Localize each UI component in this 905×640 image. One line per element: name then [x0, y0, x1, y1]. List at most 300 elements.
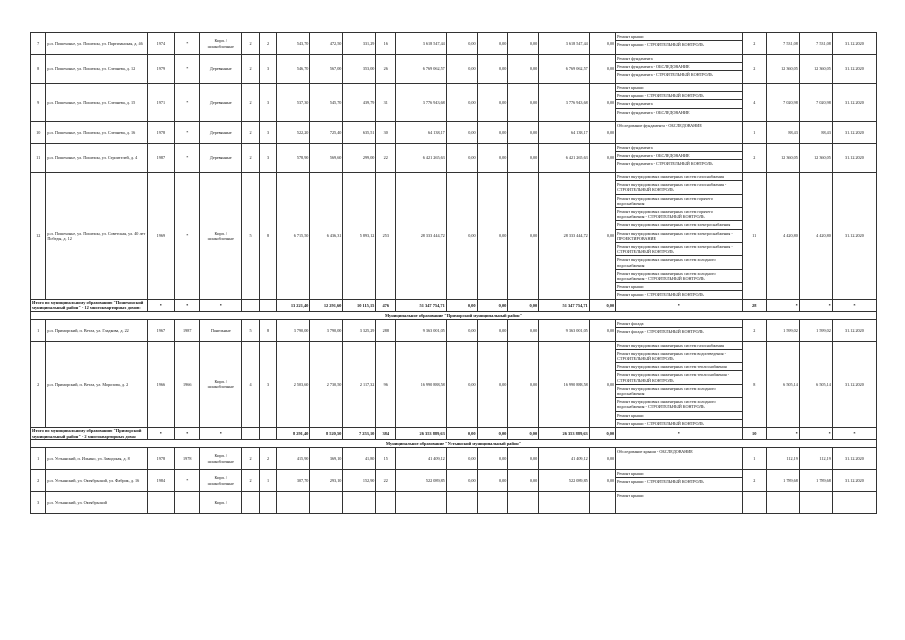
cell-ent: 3 — [259, 122, 277, 144]
total-oth: 0,00 — [589, 428, 615, 440]
cell-f1: 0,00 — [446, 341, 477, 427]
work-item: Ремонт крыши — [616, 470, 742, 478]
cell-ycom: * — [175, 55, 200, 84]
total-own: 26 353 889,63 — [539, 428, 590, 440]
work-item: Ремонт внутридомовых инженерных систем холодного водоснабжения — [616, 385, 742, 398]
cell-uc: 12 360,05 — [766, 55, 799, 84]
cell-s2: 545,70 — [310, 84, 343, 122]
work-item: Ремонт фундамента - ОБСЛЕДОВАНИЕ — [616, 63, 742, 71]
cell-cost: 16 990 888,58 — [396, 341, 447, 427]
cell-fl: 2 — [242, 144, 260, 173]
total-ycom: * — [175, 299, 200, 311]
cell-s1: 578,90 — [277, 144, 310, 173]
work-item: Ремонт внутридомовых инженерных систем газоснабжения - СТРОИТЕЛЬНЫЙ КОНТРОЛЬ — [616, 181, 742, 194]
cell-cost — [396, 492, 447, 514]
cell-mx — [799, 492, 832, 514]
total-empty — [259, 299, 277, 311]
cell-f2: 0,00 — [477, 122, 508, 144]
total-res: 476 — [376, 299, 396, 311]
cell-works — [616, 173, 743, 300]
cell-cost: 522 089,85 — [396, 470, 447, 492]
work-item: Ремонт внутридомовых инженерных систем теплоснабжения - СТРОИТЕЛЬНЫЙ КОНТРОЛЬ — [616, 371, 742, 384]
work-item: Ремонт фасада — [616, 320, 742, 328]
table-row — [31, 173, 877, 300]
cell-year — [147, 492, 175, 514]
cell-q: 2 — [742, 55, 766, 84]
cell-ent: 3 — [259, 55, 277, 84]
cell-ycom: * — [175, 173, 200, 300]
cell-f2: 0,00 — [477, 470, 508, 492]
cell-fl: 2 — [242, 55, 260, 84]
work-item: Ремонт фундамента — [616, 55, 742, 63]
work-item: Ремонт внутридомовых инженерных систем газоснабжения — [616, 342, 742, 350]
cell-res: 96 — [376, 341, 396, 427]
total-f3: 0,00 — [508, 428, 539, 440]
work-item: Обследование фундамента - ОБСЛЕДОВАНИЕ — [617, 123, 702, 128]
cell-cost: 6 769 062,57 — [396, 55, 447, 84]
cell-f2: 0,00 — [477, 144, 508, 173]
cell-fl: 5 — [242, 319, 260, 341]
cell-s1 — [277, 492, 310, 514]
cell-f2: 0,00 — [477, 448, 508, 470]
cell-f3 — [508, 492, 539, 514]
work-item: Ремонт фундамента - ОБСЛЕДОВАНИЕ — [616, 152, 742, 160]
cell-mat: Деревянные — [200, 84, 242, 122]
cell-year: 1974 — [147, 33, 175, 55]
cell-ent: 1 — [259, 470, 277, 492]
cell-s3: 5 893,12 — [343, 173, 376, 300]
cell-fl: 2 — [242, 122, 260, 144]
cell-q: 1 — [742, 448, 766, 470]
cell-res: 31 — [376, 84, 396, 122]
table-row — [31, 144, 877, 173]
total-uc: * — [766, 428, 799, 440]
cell-ycom: 1978 — [175, 448, 200, 470]
cell-n: 1 — [31, 319, 46, 341]
cell-s2: 472,50 — [310, 33, 343, 55]
cell-ent — [259, 492, 277, 514]
cell-res: 22 — [376, 470, 396, 492]
cell-s1: 543,70 — [277, 33, 310, 55]
cell-works — [616, 122, 743, 144]
cell-own — [539, 492, 590, 514]
cell-ent: 2 — [259, 33, 277, 55]
work-item: Ремонт внутридомовых инженерных систем электроснабжения - СТРОИТЕЛЬНЫЙ КОНТРОЛЬ — [616, 243, 742, 256]
work-item: Ремонт фундамента - ОБСЛЕДОВАНИЕ — [617, 109, 690, 115]
cell-s2: 569,60 — [310, 144, 343, 173]
cell-uc: 1 599,02 — [766, 319, 799, 341]
work-item: Ремонт фасада - СТРОИТЕЛЬНЫЙ КОНТРОЛЬ — [617, 328, 704, 334]
cell-dt: 31.12.2020 — [832, 55, 876, 84]
cell-ent: 8 — [259, 173, 277, 300]
cell-s1: 537,30 — [277, 84, 310, 122]
cell-year: 1978 — [147, 122, 175, 144]
table-row — [31, 33, 877, 55]
repair-program-table — [30, 32, 877, 514]
table-row — [31, 84, 877, 122]
cell-f1: 0,00 — [446, 319, 477, 341]
cell-res: 16 — [376, 33, 396, 55]
cell-f3: 0,00 — [508, 470, 539, 492]
total-s3: 7 253,10 — [343, 428, 376, 440]
total-dt: * — [832, 299, 876, 311]
cell-f1: 0,00 — [446, 122, 477, 144]
cell-n: 2 — [31, 470, 46, 492]
cell-own: 522 089,85 — [539, 470, 590, 492]
cell-year: 1979 — [147, 55, 175, 84]
cell-s1: 2 503,60 — [277, 341, 310, 427]
cell-n: 8 — [31, 55, 46, 84]
cell-ycom: * — [175, 33, 200, 55]
work-item: Ремонт крыши — [616, 33, 742, 41]
cell-uc: 7 531,08 — [766, 33, 799, 55]
cell-addr: р.п. Пошехонье, ул. Пошехон, ул. Слепнева, д. 16 — [46, 122, 147, 144]
cell-fl: 2 — [242, 33, 260, 55]
cell-mx: 7 531,08 — [799, 33, 832, 55]
cell-oth: 0,00 — [589, 55, 615, 84]
total-s3: 10 115,15 — [343, 299, 376, 311]
cell-uc: 88,43 — [766, 122, 799, 144]
cell-f3: 0,00 — [508, 84, 539, 122]
cell-s1: 415,90 — [277, 448, 310, 470]
cell-fl: 2 — [242, 448, 260, 470]
total-own: 51 347 754,71 — [539, 299, 590, 311]
cell-mat: Кирп. / шлакоблочные — [200, 448, 242, 470]
total-cost: 51 347 754,71 — [396, 299, 447, 311]
work-item: Ремонт внутридомовых инженерных систем холодного водоснабжения — [616, 256, 742, 269]
cell-s1: 6 715,50 — [277, 173, 310, 300]
total-label: Итого по муниципальному образованию "Приморский муниципальный район" - 2 многоквартирных дома: — [31, 428, 148, 440]
table-row — [31, 470, 877, 492]
total-s2: 12 291,60 — [310, 299, 343, 311]
cell-f3: 0,00 — [508, 122, 539, 144]
cell-own: 41 409,12 — [539, 448, 590, 470]
cell-works — [616, 84, 743, 122]
cell-f1: 0,00 — [446, 55, 477, 84]
cell-s1: 522,20 — [277, 122, 310, 144]
cell-cost: 41 409,12 — [396, 448, 447, 470]
cell-n: 12 — [31, 173, 46, 300]
cell-own: 3 776 943,68 — [539, 84, 590, 122]
cell-q: 2 — [742, 33, 766, 55]
cell-addr: р.п. Устьянский, ул. Октябрьский — [46, 492, 147, 514]
section-title: Муниципальное образование "Приморский муниципальный район" — [31, 311, 877, 319]
cell-dt: 31.12.2020 — [832, 470, 876, 492]
cell-s2 — [310, 492, 343, 514]
cell-works — [616, 33, 743, 55]
cell-year: 1987 — [147, 144, 175, 173]
cell-f1 — [446, 492, 477, 514]
cell-cost: 6 421 265,63 — [396, 144, 447, 173]
cell-ent: 3 — [259, 144, 277, 173]
cell-own: 16 990 888,58 — [539, 341, 590, 427]
cell-addr: р.п. Пошехонье, ул. Пошехон, ул. Строителей, д. 4 — [46, 144, 147, 173]
cell-fl: 2 — [242, 84, 260, 122]
cell-s3: 3 325,29 — [343, 319, 376, 341]
cell-cost: 28 333 444,72 — [396, 173, 447, 300]
cell-dt: 31.12.2020 — [832, 144, 876, 173]
cell-s3: 439,79 — [343, 84, 376, 122]
cell-own: 64 138,17 — [539, 122, 590, 144]
total-empty — [242, 299, 260, 311]
total-ycom: * — [175, 428, 200, 440]
work-item: Ремонт внутридомовых инженерных систем электроснабжения — [616, 221, 742, 229]
work-item: Ремонт внутридомовых инженерных систем электроснабжения - ПРОЕКТИРОВАНИЕ — [616, 230, 742, 243]
cell-s2: 369,10 — [310, 448, 343, 470]
cell-oth: 0,00 — [589, 144, 615, 173]
cell-f2: 0,00 — [477, 55, 508, 84]
cell-q: 8 — [742, 341, 766, 427]
total-f1: 0,00 — [446, 299, 477, 311]
cell-oth: 0,00 — [589, 33, 615, 55]
total-label: Итого по муниципальному образованию "Пошехонский муниципальный район" - 12 многоквартирных домов: — [31, 299, 148, 311]
cell-addr: р.п. Пошехонье, ул. Пошехон, ул. Слепнева, д. 15 — [46, 84, 147, 122]
cell-fl: 5 — [242, 173, 260, 300]
cell-mx: 7 020,98 — [799, 84, 832, 122]
cell-ycom: * — [175, 144, 200, 173]
cell-s2: 3 790,00 — [310, 319, 343, 341]
cell-cost: 3 776 943,68 — [396, 84, 447, 122]
cell-oth: 0,00 — [589, 448, 615, 470]
work-item: Ремонт фундамента — [616, 144, 742, 152]
cell-works — [616, 144, 743, 173]
cell-dt: 31.12.2020 — [832, 319, 876, 341]
cell-ent: 3 — [259, 341, 277, 427]
cell-addr: р.п. Пошехонье, ул. Пошехон, ул. Слепнева, д. 12 — [46, 55, 147, 84]
work-item: Ремонт внутридомовых инженерных систем горячего водоснабжения - СТРОИТЕЛЬНЫЙ КОНТРОЛЬ — [616, 208, 742, 221]
table-row — [31, 448, 877, 470]
work-item: Ремонт фундамента — [616, 100, 742, 108]
total-row — [31, 428, 877, 440]
cell-mat: Деревянные — [200, 55, 242, 84]
cell-res: 30 — [376, 122, 396, 144]
cell-s2: 293,10 — [310, 470, 343, 492]
cell-s2: 2 730,50 — [310, 341, 343, 427]
cell-own: 6 769 062,57 — [539, 55, 590, 84]
cell-f3: 0,00 — [508, 144, 539, 173]
cell-f2: 0,00 — [477, 341, 508, 427]
work-item: Ремонт крыши - СТРОИТЕЛЬНЫЙ КОНТРОЛЬ — [617, 420, 704, 426]
cell-oth: 0,00 — [589, 341, 615, 427]
cell-ycom: 1987 — [175, 319, 200, 341]
cell-dt: 31.12.2020 — [832, 33, 876, 55]
cell-own: 28 333 444,72 — [539, 173, 590, 300]
cell-works — [616, 319, 743, 341]
work-item: Ремонт внутридомовых инженерных систем газоснабжения — [616, 173, 742, 181]
section-row — [31, 311, 877, 319]
cell-f2: 0,00 — [477, 33, 508, 55]
cell-s3: 331,29 — [343, 33, 376, 55]
work-item: Обследование крыши - ОБСЛЕДОВАНИЕ — [617, 449, 693, 455]
table-row — [31, 122, 877, 144]
cell-own: 3 618 547,44 — [539, 33, 590, 55]
cell-addr: р.п. Пошехонье, ул. Пошехон, ул. Партизанская, д. 46 — [46, 33, 147, 55]
total-q: 10 — [742, 428, 766, 440]
cell-f3: 0,00 — [508, 33, 539, 55]
cell-works — [616, 341, 743, 427]
cell-mx: 4 420,80 — [799, 173, 832, 300]
cell-res: 288 — [376, 319, 396, 341]
cell-mat: Кирп. / шлакоблочные — [200, 173, 242, 300]
total-dt: * — [832, 428, 876, 440]
cell-addr: р.п. Устьянский, п. Ильино, ул. Заводская, д. 8 — [46, 448, 147, 470]
cell-own: 6 421 265,63 — [539, 144, 590, 173]
cell-n: 9 — [31, 84, 46, 122]
cell-uc: 7 020,98 — [766, 84, 799, 122]
cell-addr: р.п. Приморский, п. Ветла, ул. Морозова, д. 2 — [46, 341, 147, 427]
cell-q: 1 — [742, 122, 766, 144]
work-item: Ремонт крыши - СТРОИТЕЛЬНЫЙ КОНТРОЛЬ — [617, 42, 704, 48]
cell-ycom: * — [175, 122, 200, 144]
cell-mx: 112,19 — [799, 448, 832, 470]
cell-dt — [832, 492, 876, 514]
work-item: Ремонт фундамента - СТРОИТЕЛЬНЫЙ КОНТРОЛЬ — [617, 72, 713, 78]
total-f3: 0,00 — [508, 299, 539, 311]
cell-addr: р.п. Приморский, п. Ветла, ул. Гладкова, д. 22 — [46, 319, 147, 341]
cell-mx: 6 505,14 — [799, 341, 832, 427]
table-row — [31, 319, 877, 341]
cell-res: 26 — [376, 55, 396, 84]
work-item: Ремонт внутридомовых инженерных систем холодного водоснабжения - СТРОИТЕЛЬНЫЙ КОНТРОЛЬ — [616, 398, 742, 411]
cell-n: 11 — [31, 144, 46, 173]
cell-fl: 2 — [242, 470, 260, 492]
cell-f3: 0,00 — [508, 448, 539, 470]
cell-n: 1 — [31, 448, 46, 470]
total-uc: * — [766, 299, 799, 311]
cell-res: 253 — [376, 173, 396, 300]
cell-q: 2 — [742, 319, 766, 341]
cell-mat: Деревянные — [200, 122, 242, 144]
cell-s3: 2 117,32 — [343, 341, 376, 427]
cell-f2 — [477, 492, 508, 514]
total-works: * — [616, 428, 743, 440]
cell-ent: 8 — [259, 319, 277, 341]
cell-year: 1978 — [147, 448, 175, 470]
cell-f3: 0,00 — [508, 173, 539, 300]
cell-dt: 31.12.2020 — [832, 341, 876, 427]
total-f2: 0,00 — [477, 428, 508, 440]
total-empty — [259, 428, 277, 440]
cell-f1: 0,00 — [446, 173, 477, 300]
cell-f2: 0,00 — [477, 319, 508, 341]
cell-mx: 88,43 — [799, 122, 832, 144]
cell-s3: 299,00 — [343, 144, 376, 173]
cell-mx: 12 360,05 — [799, 55, 832, 84]
cell-f1: 0,00 — [446, 448, 477, 470]
cell-ycom: * — [175, 470, 200, 492]
cell-dt: 31.12.2020 — [832, 448, 876, 470]
cell-f1: 0,00 — [446, 144, 477, 173]
cell-f3: 0,00 — [508, 319, 539, 341]
cell-uc: 112,19 — [766, 448, 799, 470]
cell-year: 1966 — [147, 341, 175, 427]
cell-dt: 31.12.2020 — [832, 84, 876, 122]
cell-mat: Панельные — [200, 319, 242, 341]
section-title: Муниципальное образование "Устьянский муниципальный район" — [31, 440, 877, 448]
total-mx: * — [799, 299, 832, 311]
cell-f2: 0,00 — [477, 173, 508, 300]
cell-s2: 725,40 — [310, 122, 343, 144]
cell-s1: 546,70 — [277, 55, 310, 84]
total-s1: 8 291,40 — [277, 428, 310, 440]
cell-mx: 12 360,05 — [799, 144, 832, 173]
cell-f3: 0,00 — [508, 55, 539, 84]
cell-ycom: 1966 — [175, 341, 200, 427]
cell-mat: Кирп. / шлакоблочные — [200, 33, 242, 55]
document-page — [30, 32, 877, 608]
cell-f1: 0,00 — [446, 33, 477, 55]
cell-q: 11 — [742, 173, 766, 300]
cell-dt: 31.12.2020 — [832, 122, 876, 144]
total-year: * — [147, 428, 175, 440]
cell-s3: 41,80 — [343, 448, 376, 470]
cell-q — [742, 492, 766, 514]
total-mat: * — [200, 428, 242, 440]
total-f1: 0,00 — [446, 428, 477, 440]
cell-works — [616, 470, 743, 492]
cell-fl — [242, 492, 260, 514]
total-s1: 13 221,40 — [277, 299, 310, 311]
total-f2: 0,00 — [477, 299, 508, 311]
cell-oth: 0,00 — [589, 319, 615, 341]
cell-s1: 307,70 — [277, 470, 310, 492]
cell-ycom — [175, 492, 200, 514]
cell-oth: 0,00 — [589, 470, 615, 492]
cell-cost: 9 363 001,05 — [396, 319, 447, 341]
cell-works — [616, 55, 743, 84]
cell-ycom: * — [175, 84, 200, 122]
work-item: Ремонт внутридомовых инженерных систем водоотведения - СТРОИТЕЛЬНЫЙ КОНТРОЛЬ — [616, 350, 742, 363]
work-item: Ремонт крыши — [616, 283, 742, 291]
cell-ent: 3 — [259, 84, 277, 122]
work-item: Ремонт внутридомовых инженерных систем теплоснабжения — [616, 363, 742, 371]
cell-oth: 0,00 — [589, 173, 615, 300]
cell-s1: 3 790,00 — [277, 319, 310, 341]
cell-q: 4 — [742, 84, 766, 122]
cell-f1: 0,00 — [446, 84, 477, 122]
cell-s2: 6 436,31 — [310, 173, 343, 300]
total-empty — [242, 428, 260, 440]
cell-works — [616, 492, 743, 514]
cell-f1: 0,00 — [446, 470, 477, 492]
cell-uc: 12 360,05 — [766, 144, 799, 173]
cell-s3: 152,90 — [343, 470, 376, 492]
total-mx: * — [799, 428, 832, 440]
cell-mat: Кирп. / шлакоблочные — [200, 470, 242, 492]
cell-mx: 1 599,02 — [799, 319, 832, 341]
cell-res: 15 — [376, 448, 396, 470]
work-item: Ремонт внутридомовых инженерных систем холодного водоснабжения - СТРОИТЕЛЬНЫЙ КОНТРОЛЬ — [616, 270, 742, 283]
cell-uc: 4 420,80 — [766, 173, 799, 300]
total-works: * — [616, 299, 743, 311]
cell-uc — [766, 492, 799, 514]
cell-f2: 0,00 — [477, 84, 508, 122]
work-item: Ремонт внутридомовых инженерных систем горячего водоснабжения — [616, 195, 742, 208]
cell-mat: Кирп. / шлакоблочные — [200, 341, 242, 427]
cell-cost: 64 138,17 — [396, 122, 447, 144]
cell-s3: 635,51 — [343, 122, 376, 144]
total-q: 28 — [742, 299, 766, 311]
cell-addr: р.п. Пошехонье, ул. Пошехон, ул. Советская, ул. 40 лет Победы, д. 12 — [46, 173, 147, 300]
cell-res: 22 — [376, 144, 396, 173]
total-mat: * — [200, 299, 242, 311]
cell-mx: 1 789,68 — [799, 470, 832, 492]
cell-s3: 353,00 — [343, 55, 376, 84]
cell-n: 3 — [31, 492, 46, 514]
cell-year: 1971 — [147, 84, 175, 122]
work-item: Ремонт крыши - СТРОИТЕЛЬНЫЙ КОНТРОЛЬ — [617, 292, 704, 298]
cell-fl: 4 — [242, 341, 260, 427]
